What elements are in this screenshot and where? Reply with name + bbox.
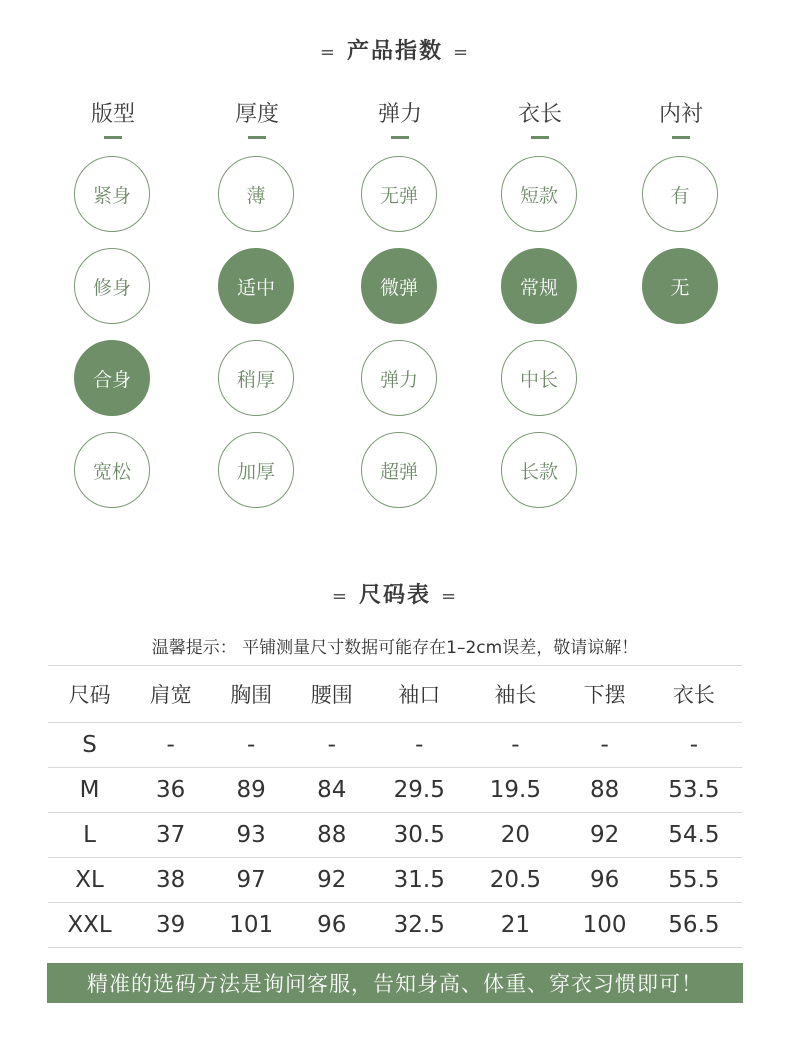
index-option: 加厚	[218, 432, 294, 508]
size-value-cell: 92	[563, 813, 645, 858]
size-column-header: 衣长	[646, 666, 742, 723]
title-decoration-right: =	[441, 586, 459, 607]
column-underline	[248, 136, 266, 139]
index-option-selected: 适中	[218, 248, 294, 324]
sizing-advice-banner: 精准的选码方法是询问客服，告知身高、体重、穿衣习惯即可！	[47, 963, 743, 1003]
table-row	[48, 813, 742, 858]
size-value-cell: 92	[292, 858, 371, 903]
column-underline	[104, 136, 122, 139]
size-value-cell: 39	[131, 903, 210, 948]
size-column-header: 肩宽	[131, 666, 210, 723]
index-column-label: 内衬	[658, 102, 703, 127]
index-option: 有	[642, 156, 718, 232]
size-value-cell: 32.5	[371, 903, 467, 948]
size-value-cell: -	[467, 723, 563, 768]
title-decoration-left: =	[319, 42, 337, 63]
size-table-body	[48, 723, 742, 948]
size-column-header: 下摆	[563, 666, 645, 723]
size-label-cell: M	[48, 768, 131, 813]
size-value-cell: 100	[563, 903, 645, 948]
column-underline	[531, 136, 549, 139]
size-value-cell: 55.5	[646, 858, 742, 903]
index-column	[202, 100, 312, 483]
size-value-cell: 31.5	[371, 858, 467, 903]
size-value-cell: 38	[131, 858, 210, 903]
size-value-cell: 96	[292, 903, 371, 948]
index-column-label: 厚度	[234, 102, 279, 127]
index-option: 紧身	[74, 156, 150, 232]
size-value-cell: -	[371, 723, 467, 768]
size-label-cell: XXL	[48, 903, 131, 948]
index-option-selected: 微弹	[361, 248, 437, 324]
index-option: 宽松	[74, 432, 150, 508]
size-column-header: 袖口	[371, 666, 467, 723]
size-label-cell: S	[48, 723, 131, 768]
size-value-cell: 97	[210, 858, 292, 903]
index-option: 修身	[74, 248, 150, 324]
size-value-cell: -	[646, 723, 742, 768]
index-option: 薄	[218, 156, 294, 232]
product-index-title	[0, 34, 790, 65]
index-column-label: 弹力	[377, 102, 422, 127]
size-column-header: 袖长	[467, 666, 563, 723]
title-decoration-left: =	[331, 586, 349, 607]
index-option: 弹力	[361, 340, 437, 416]
index-option: 短款	[501, 156, 577, 232]
size-value-cell: 88	[292, 813, 371, 858]
title-decoration-right: =	[453, 42, 471, 63]
index-option: 中长	[501, 340, 577, 416]
index-option-selected: 合身	[74, 340, 150, 416]
size-table-header	[48, 666, 742, 723]
index-option: 无弹	[361, 156, 437, 232]
size-value-cell: 37	[131, 813, 210, 858]
size-value-cell: -	[210, 723, 292, 768]
table-row	[48, 903, 742, 948]
index-column	[345, 100, 455, 483]
size-column-header: 腰围	[292, 666, 371, 723]
size-label-cell: XL	[48, 858, 131, 903]
size-value-cell: 101	[210, 903, 292, 948]
index-column-label: 衣长	[517, 102, 562, 127]
size-value-cell: 21	[467, 903, 563, 948]
size-value-cell: 54.5	[646, 813, 742, 858]
column-underline	[391, 136, 409, 139]
size-value-cell: 88	[563, 768, 645, 813]
size-value-cell: 20	[467, 813, 563, 858]
size-value-cell: 20.5	[467, 858, 563, 903]
size-value-cell: -	[292, 723, 371, 768]
index-option-selected: 无	[642, 248, 718, 324]
size-value-cell: 30.5	[371, 813, 467, 858]
index-option-selected: 常规	[501, 248, 577, 324]
measurement-tip: 温馨提示： 平铺测量尺寸数据可能存在1–2cm误差，敬请谅解！	[151, 638, 639, 658]
table-row	[48, 723, 742, 768]
index-option: 稍厚	[218, 340, 294, 416]
size-label-cell: L	[48, 813, 131, 858]
size-column-header: 胸围	[210, 666, 292, 723]
size-value-cell: 53.5	[646, 768, 742, 813]
index-option: 长款	[501, 432, 577, 508]
index-option: 超弹	[361, 432, 437, 508]
size-value-cell: 36	[131, 768, 210, 813]
index-column	[58, 100, 168, 483]
size-value-cell: 96	[563, 858, 645, 903]
table-row	[48, 768, 742, 813]
size-value-cell: 89	[210, 768, 292, 813]
size-table	[48, 665, 742, 948]
index-column	[485, 100, 595, 483]
size-column-header: 尺码	[48, 666, 131, 723]
column-underline	[672, 136, 690, 139]
table-row	[48, 858, 742, 903]
size-chart-title	[0, 578, 790, 609]
size-value-cell: 93	[210, 813, 292, 858]
size-value-cell: 19.5	[467, 768, 563, 813]
size-value-cell: 29.5	[371, 768, 467, 813]
size-value-cell: 56.5	[646, 903, 742, 948]
index-column-label: 版型	[90, 102, 135, 127]
size-value-cell: -	[131, 723, 210, 768]
size-value-cell: 84	[292, 768, 371, 813]
index-column	[626, 100, 736, 299]
size-value-cell: -	[563, 723, 645, 768]
size-chart-title-text: 尺码表	[358, 583, 431, 608]
product-index-title-text: 产品指数	[346, 39, 443, 64]
